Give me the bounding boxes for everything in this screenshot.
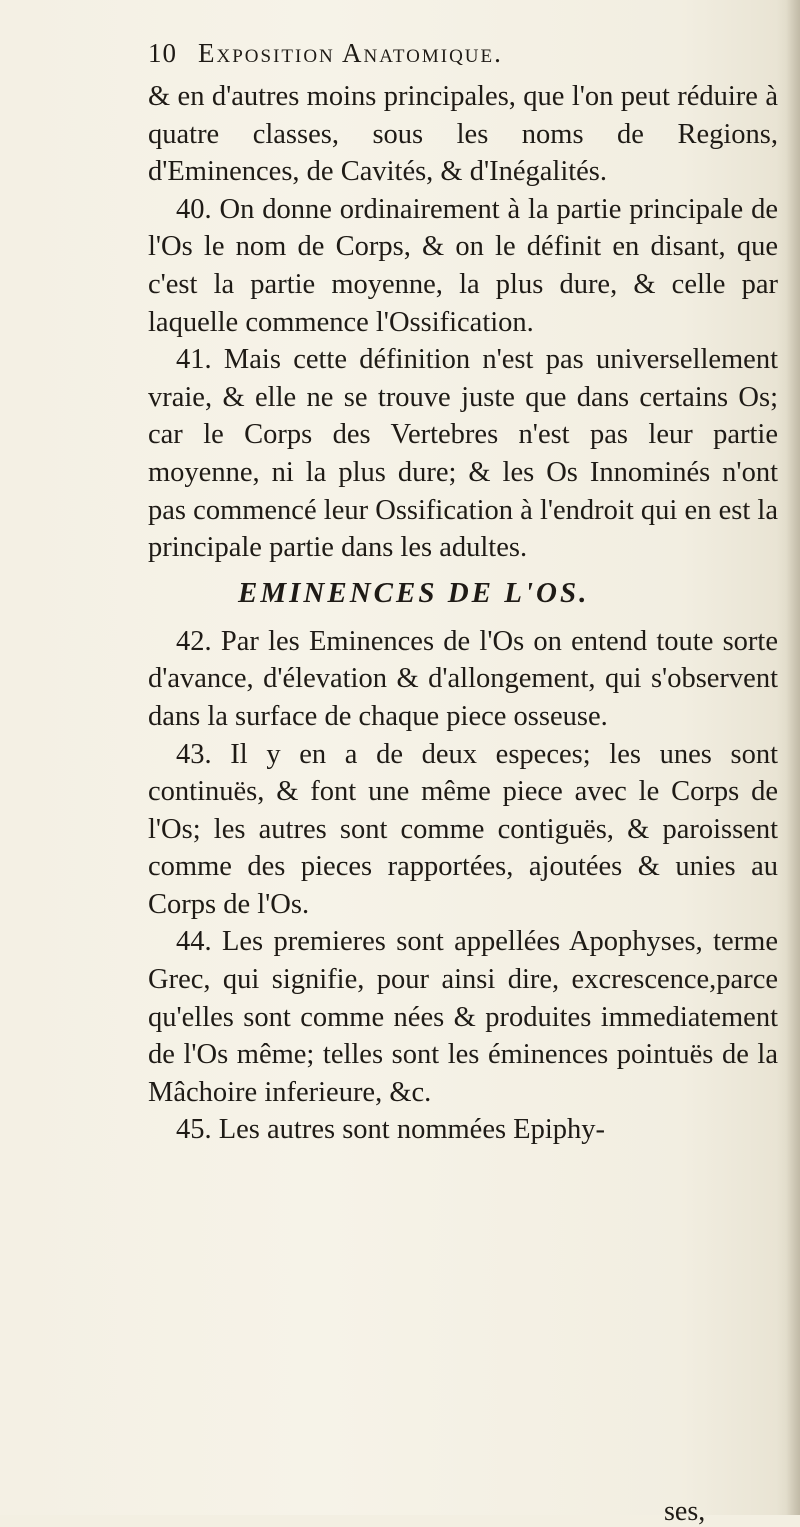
body-text bbox=[148, 78, 778, 1149]
catchword: ses, bbox=[664, 1496, 706, 1527]
paragraph-44: 44. Les premieres sont appellées Apophyses, terme Grec, qui signifie, pour ainsi dire, excrescence,parce qu'elles sont comme nées & produites immediatement de l'Os même; telles sont les éminences pointuës de la Mâchoire inferieure, &c. bbox=[148, 926, 778, 1108]
page-number: 10 bbox=[148, 38, 177, 68]
paragraph-42: 42. Par les Eminences de l'Os on entend toute sorte d'avance, d'élevation & d'allongement, qui s'observent dans la surface de chaque piece osseuse. bbox=[148, 625, 778, 732]
running-title: Exposition Anatomique. bbox=[198, 38, 503, 68]
section-heading: EMINENCES DE L'OS. bbox=[238, 576, 590, 609]
page-edge-shadow bbox=[786, 0, 800, 1515]
paragraph-43: 43. Il y en a de deux especes; les unes sont continuës, & font une même piece avec le Corps de l'Os; les autres sont comme contiguës, & paroissent comme des pieces rapportées, ajoutées & unies au Corps de l'Os. bbox=[148, 738, 778, 920]
paragraph-continuation: & en d'autres moins principales, que l'on peut réduire à quatre classes, sous les noms de Regions, d'Eminences, de Cavités, & d'Inégalités. bbox=[148, 81, 778, 188]
page-header bbox=[148, 38, 668, 78]
paragraph-41: 41. Mais cette définition n'est pas universellement vraie, & elle ne se trouve juste que dans certains Os; car le Corps des Vertebres n'est pas leur partie moyenne, ni la plus dure; & les Os Innominés n'ont pas commencé leur Ossification à l'endroit qui en est la principale partie dans les adultes. bbox=[148, 344, 778, 564]
paragraph-45: 45. Les autres sont nommées Epiphy- bbox=[176, 1114, 606, 1146]
paragraph-40: 40. On donne ordinairement à la partie principale de l'Os le nom de Corps, & on le définit en disant, que c'est la partie moyenne, la plus dure, & celle par laquelle commence l'Ossification. bbox=[148, 193, 778, 338]
